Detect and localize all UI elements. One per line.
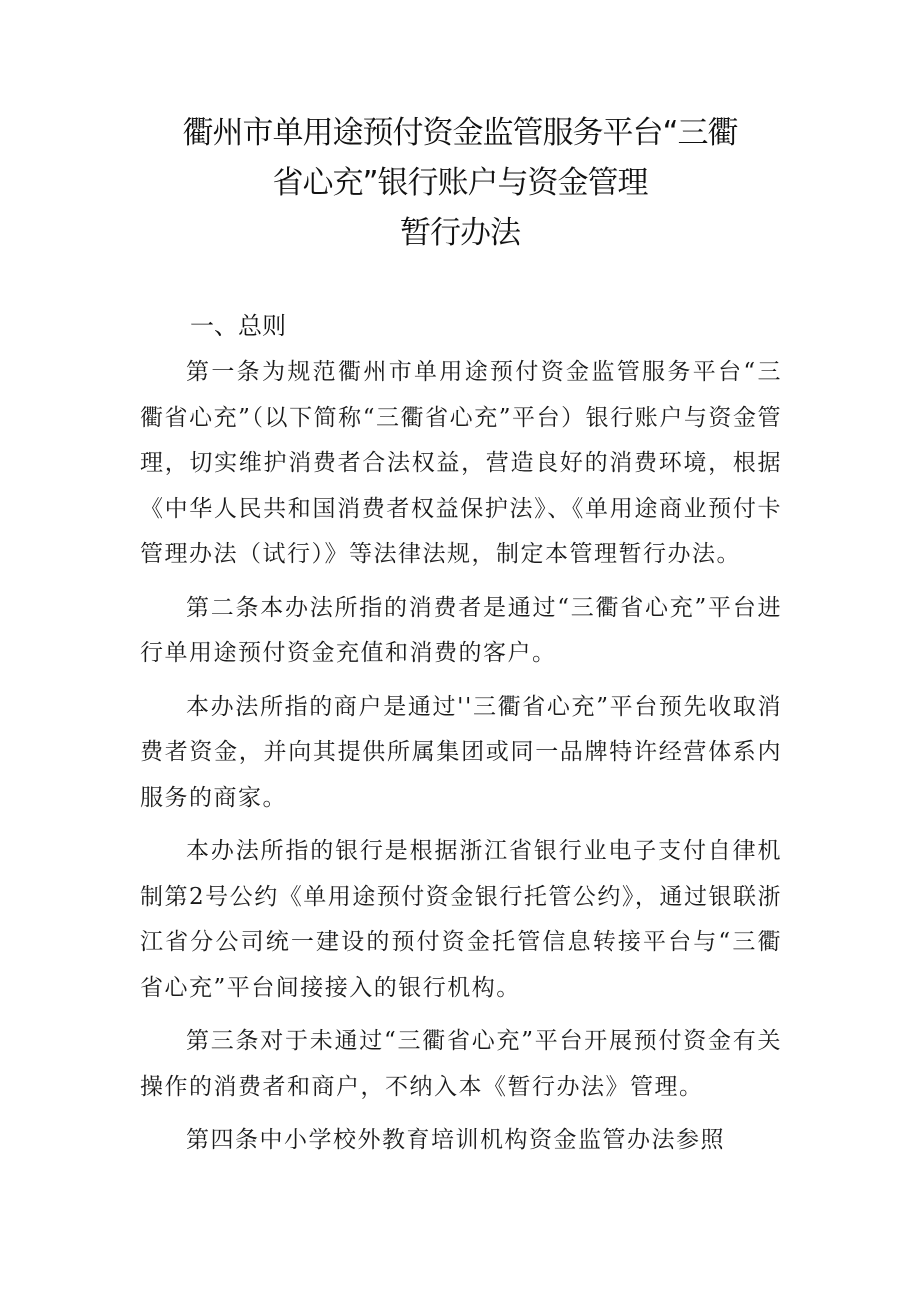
- document-title: [150, 108, 770, 258]
- paragraph-article-4: 第四条中小学校外教育培训机构资金监管办法参照: [186, 1127, 725, 1153]
- title-line-3: 暂行办法: [400, 215, 520, 251]
- paragraph-article-1: 第一条为规范衢州市单用途预付资金监管服务平台“三衢省心充”（以下简称“三衢省心充”平台）银行账户与资金管理，切实维护消费者合法权益，营造良好的消费环境，根据《中华人民共和国消费者权益保护法》、《单用途商业预付卡管理办法（试行）》等法律法规，制定本管理暂行办法。: [140, 359, 782, 567]
- title-line-1: 衢州市单用途预付资金监管服务平台“三衢: [182, 115, 738, 151]
- section-heading: 一、总则: [190, 312, 286, 340]
- paragraph-article-3: 第三条对于未通过“三衢省心充”平台开展预付资金有关操作的消费者和商户，不纳入本《暂行办法》管理。: [140, 1028, 782, 1100]
- paragraph-article-2: 第二条本办法所指的消费者是通过“三衢省心充”平台进行单用途预付资金充值和消费的客户。: [140, 594, 782, 666]
- document-body: [140, 350, 782, 1172]
- paragraph-merchant-definition: 本办法所指的商户是通过''三衢省心充”平台预先收取消费者资金，并向其提供所属集团或同一品牌特许经营体系内服务的商家。: [140, 693, 782, 811]
- title-line-2: 省心充”银行账户与资金管理: [272, 165, 648, 201]
- paragraph-bank-definition: 本办法所指的银行是根据浙江省银行业电子支付自律机制第2号公约《单用途预付资金银行托管公约》，通过银联浙江省分公司统一建设的预付资金托管信息转接平台与“三衢省心充”平台间接接入的银行机构。: [140, 838, 782, 1001]
